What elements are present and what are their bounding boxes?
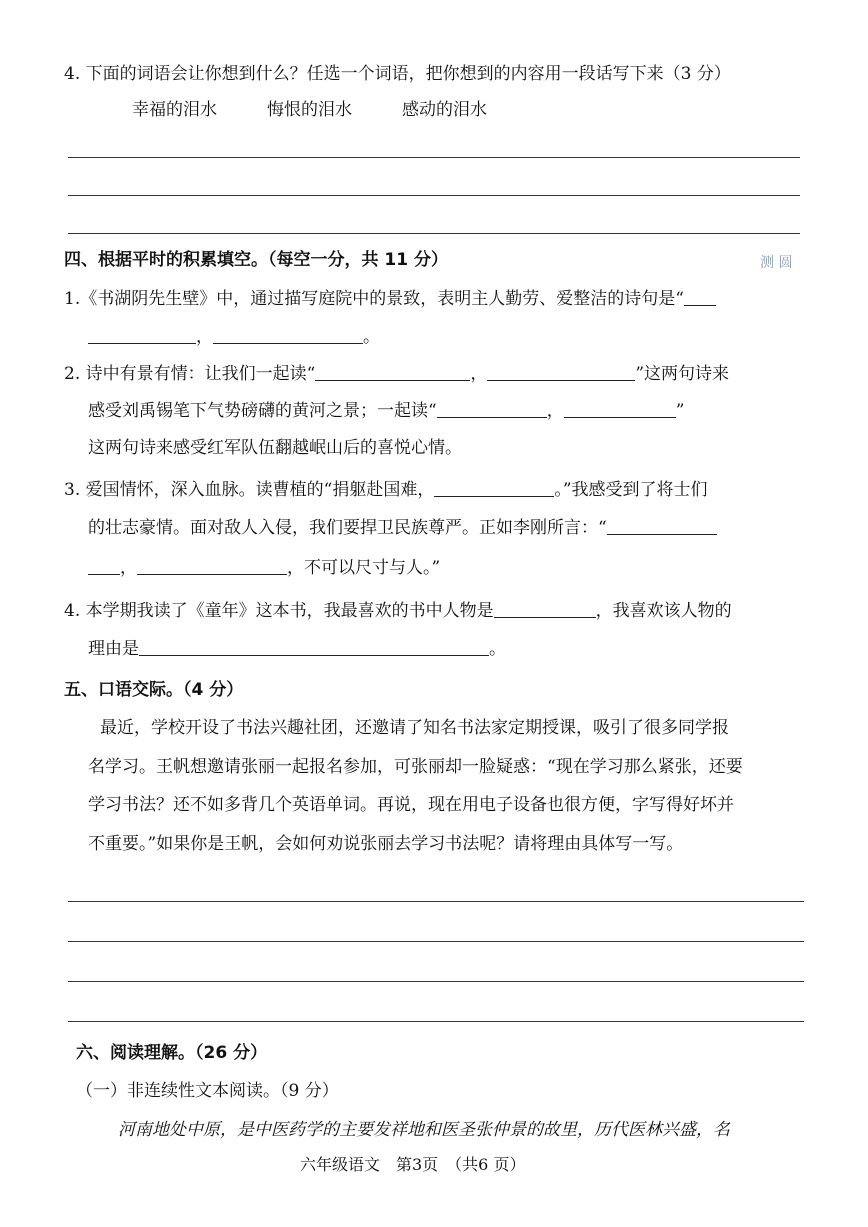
choice-3: 感动的泪水 (402, 100, 487, 120)
blank[interactable] (434, 478, 554, 497)
blank[interactable] (437, 399, 547, 418)
s4-q4-line1: 4. 本学期我读了《童年》这本书，我最喜欢的书中人物是 ，我喜欢该人物的 (64, 601, 732, 621)
answer-line-3[interactable] (68, 233, 800, 234)
s5-para-line3: 学习书法？还不如多背几个英语单词。再说，现在用电子设备也很方便，字写得好坏并 (88, 795, 734, 815)
blank[interactable] (564, 399, 676, 418)
s4-q2-line2: 感受刘禹锡笔下气势磅礴的黄河之景；一起读“ ， ” (88, 401, 685, 421)
s4-q1-line1: 1.《书湖阴先生壁》中，通过描写庭院中的景致，表明主人勤劳、爱整洁的诗句是“ (64, 287, 716, 311)
answer-line-2[interactable] (68, 195, 800, 196)
blank[interactable] (213, 325, 363, 344)
section-6-passage: 河南地处中原，是中医药学的主要发祥地和医圣张仲景的故里，历代医林兴盛，名 (118, 1120, 730, 1140)
section-4-heading: 四、根据平时的积累填空。（每空一分，共 11 分） (64, 250, 448, 270)
choice-2: 悔恨的泪水 (267, 100, 352, 120)
blank[interactable] (607, 516, 717, 535)
s5-para-line1: 最近，学校开设了书法兴趣社团，还邀请了知名书法家定期授课，吸引了很多同学报 (100, 718, 729, 738)
blank[interactable] (88, 556, 120, 575)
s5-answer-line-1[interactable] (68, 901, 804, 902)
s4-q3-line2: 的壮志豪情。面对敌人入侵，我们要捍卫民族尊严。正如李刚所言：“ (88, 516, 717, 540)
s5-answer-line-3[interactable] (68, 981, 804, 982)
blank[interactable] (684, 287, 716, 306)
s5-answer-line-4[interactable] (68, 1021, 804, 1022)
corner-stamp: 测 圆 (760, 255, 793, 271)
s5-para-line4: 不重要。”如果你是王帆，会如何劝说张丽去学习书法呢？请将理由具体写一写。 (88, 834, 684, 854)
blank[interactable] (137, 556, 287, 575)
s5-para-line2: 名学习。王帆想邀请张丽一起报名参加，可张丽却一脸疑惑：“现在学习那么紧张，还要 (88, 757, 743, 777)
s4-q3-line1: 3. 爱国情怀，深入血脉。读曹植的“捐躯赴国难， 。”我感受到了将士们 (64, 480, 708, 500)
choice-1: 幸福的泪水 (132, 100, 217, 120)
blank[interactable] (88, 325, 196, 344)
section-6-subheading: （一）非连续性文本阅读。（9 分） (76, 1081, 339, 1101)
section-5-heading: 五、口语交际。（4 分） (64, 680, 244, 700)
blank[interactable] (139, 637, 489, 656)
page-footer: 六年级语文 第3页 （共6 页） (300, 1155, 526, 1174)
answer-line-1[interactable] (68, 157, 800, 158)
s4-q4-line2: 理由是 。 (88, 639, 506, 659)
blank[interactable] (487, 362, 635, 381)
question-4-prompt: 4. 下面的词语会让你想到什么？任选一个词语，把你想到的内容用一段话写下来（3 分） (64, 64, 731, 84)
s5-answer-line-2[interactable] (68, 941, 804, 942)
s4-q1-line2: ， 。 (88, 325, 380, 349)
blank[interactable] (494, 599, 596, 618)
blank[interactable] (315, 362, 470, 381)
question-4-choices (132, 98, 537, 122)
s4-q2-line1: 2. 诗中有景有情：让我们一起读“ ， ”这两句诗来 (64, 364, 730, 384)
s4-q2-line3: 这两句诗来感受红军队伍翻越岷山后的喜悦心情。 (88, 438, 462, 458)
s4-q3-line3: ， ，不可以尺寸与人。” (88, 556, 440, 580)
section-6-heading: 六、阅读理解。（26 分） (76, 1043, 268, 1063)
